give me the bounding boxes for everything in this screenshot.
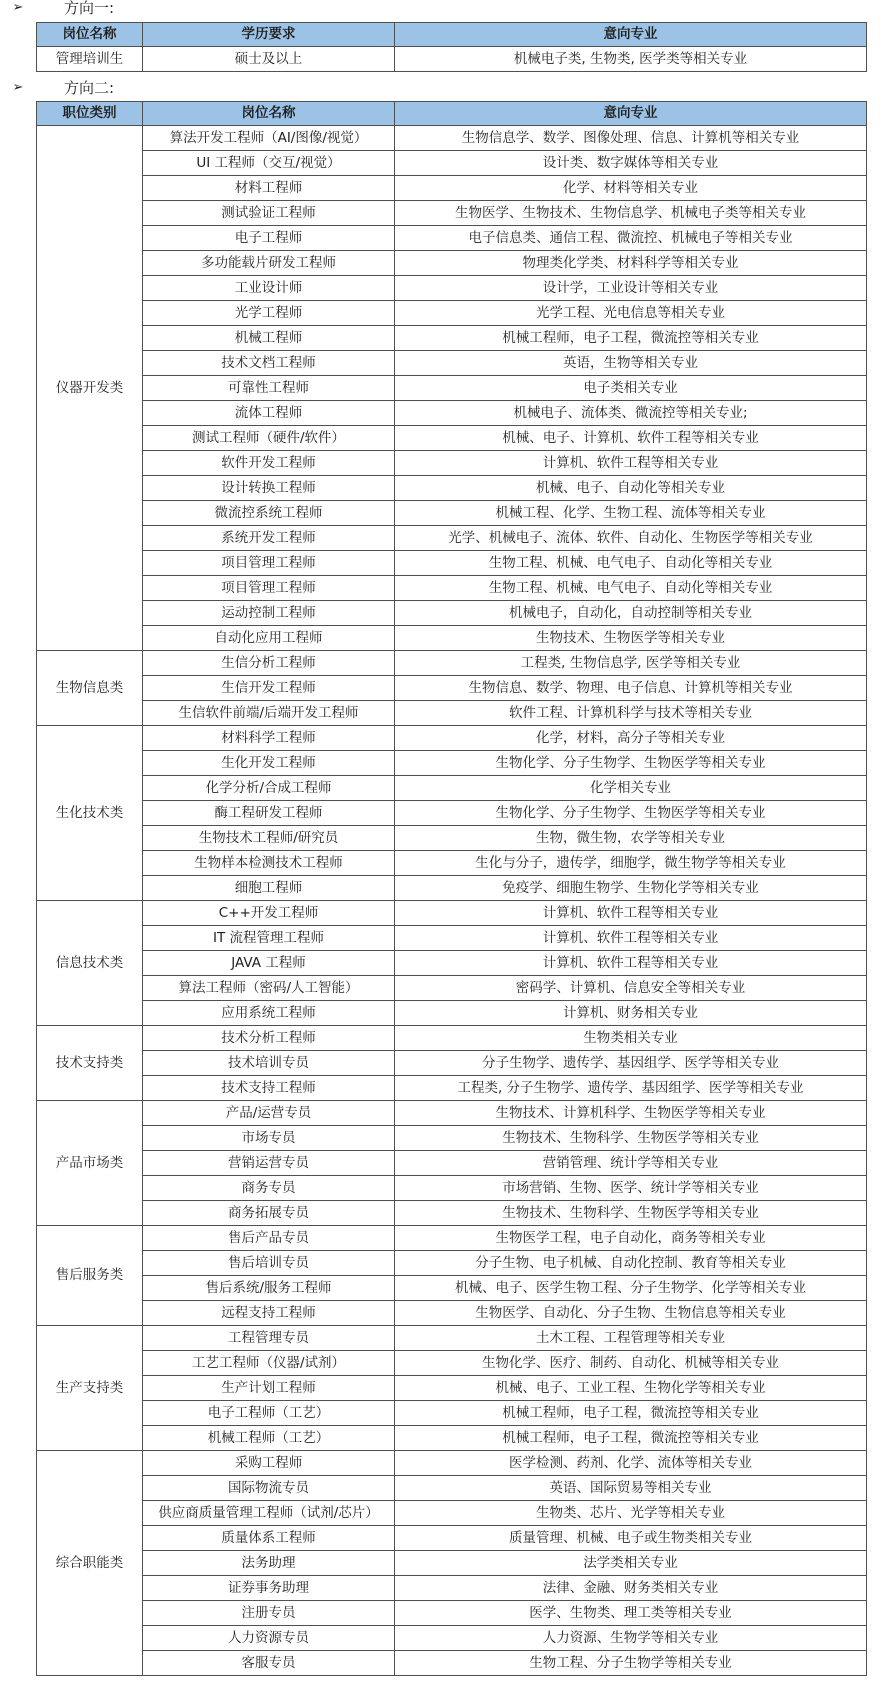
position-name-cell: 生信开发工程师 — [143, 676, 395, 701]
position-name-cell: 证券事务助理 — [143, 1576, 395, 1601]
major-cell: 电子信息类、通信工程、微流控、机械电子等相关专业 — [395, 226, 867, 251]
major-cell: 生物工程、机械、电气电子、自动化等相关专业 — [395, 551, 867, 576]
major-cell: 机械、电子、计算机、软件工程等相关专业 — [395, 426, 867, 451]
table-row — [37, 951, 867, 976]
table-row — [37, 801, 867, 826]
position-name-cell: 生物技术工程师/研究员 — [143, 826, 395, 851]
table-row — [37, 726, 867, 751]
table-row — [37, 526, 867, 551]
position-name-cell: 商务拓展专员 — [143, 1201, 395, 1226]
position-name-cell: 材料工程师 — [143, 176, 395, 201]
major-cell: 生物技术、生物医学等相关专业 — [395, 626, 867, 651]
table-header-row — [37, 23, 867, 47]
major-cell: 生物医学、生物技术、生物信息学、机械电子类等相关专业 — [395, 201, 867, 226]
major-cell: 市场营销、生物、医学、统计学等相关专业 — [395, 1176, 867, 1201]
major-cell: 机械电子类, 生物类, 医学类等相关专业 — [395, 47, 867, 72]
table-row — [37, 1601, 867, 1626]
category-cell: 售后服务类 — [37, 1226, 143, 1326]
category-cell: 生产支持类 — [37, 1326, 143, 1451]
table-row — [37, 1076, 867, 1101]
major-cell: 生物化学、分子生物学、生物医学等相关专业 — [395, 801, 867, 826]
table-row — [37, 1526, 867, 1551]
position-name-cell: 电子工程师（工艺） — [143, 1401, 395, 1426]
table-row — [37, 701, 867, 726]
position-name-cell: 算法开发工程师（AI/图像/视觉） — [143, 126, 395, 151]
table-row — [37, 451, 867, 476]
major-cell: 设计类、数字媒体等相关专业 — [395, 151, 867, 176]
table-row — [37, 1351, 867, 1376]
position-name-cell: 可靠性工程师 — [143, 376, 395, 401]
position-name-cell: 项目管理工程师 — [143, 576, 395, 601]
position-name-cell: 质量体系工程师 — [143, 1526, 395, 1551]
table-row — [37, 601, 867, 626]
arrow-bullet-icon: ➢ — [12, 0, 24, 15]
arrow-bullet-icon: ➢ — [12, 79, 24, 95]
table-row — [37, 1576, 867, 1601]
table-row — [37, 1326, 867, 1351]
major-cell: 工程类, 生物信息学, 医学等相关专业 — [395, 651, 867, 676]
table-row — [37, 401, 867, 426]
table-row — [37, 1426, 867, 1451]
major-cell: 计算机、软件工程等相关专业 — [395, 926, 867, 951]
position-name-cell: 远程支持工程师 — [143, 1301, 395, 1326]
position-name-cell: 工艺工程师（仪器/试剂） — [143, 1351, 395, 1376]
header-position-name: 岗位名称 — [143, 102, 395, 126]
major-cell: 化学、材料等相关专业 — [395, 176, 867, 201]
direction2-heading-text: 方向二: — [64, 78, 115, 97]
category-cell: 产品市场类 — [37, 1101, 143, 1226]
position-name-cell: 系统开发工程师 — [143, 526, 395, 551]
position-name-cell: 售后产品专员 — [143, 1226, 395, 1251]
direction1-table — [36, 22, 867, 72]
major-cell: 软件工程、计算机科学与技术等相关专业 — [395, 701, 867, 726]
table-row — [37, 176, 867, 201]
position-name-cell: 运动控制工程师 — [143, 601, 395, 626]
table-header-row — [37, 102, 867, 126]
position-name-cell: 工程管理专员 — [143, 1326, 395, 1351]
position-name-cell: 客服专员 — [143, 1651, 395, 1676]
position-name-cell: 机械工程师（工艺） — [143, 1426, 395, 1451]
position-name-cell: 多功能载片研发工程师 — [143, 251, 395, 276]
position-name-cell: 技术培训专员 — [143, 1051, 395, 1076]
position-name-cell: 机械工程师 — [143, 326, 395, 351]
education-cell: 硕士及以上 — [143, 47, 395, 72]
major-cell: 化学，材料，高分子等相关专业 — [395, 726, 867, 751]
table-row — [37, 1201, 867, 1226]
major-cell: 化学相关专业 — [395, 776, 867, 801]
category-cell: 生物信息类 — [37, 651, 143, 726]
table-row — [37, 576, 867, 601]
table-row — [37, 1276, 867, 1301]
table-row — [37, 1126, 867, 1151]
major-cell: 电子类相关专业 — [395, 376, 867, 401]
table-row — [37, 1476, 867, 1501]
position-name-cell: 流体工程师 — [143, 401, 395, 426]
category-cell: 生化技术类 — [37, 726, 143, 901]
position-name-cell: 产品/运营专员 — [143, 1101, 395, 1126]
position-name-cell: 法务助理 — [143, 1551, 395, 1576]
major-cell: 营销管理、统计学等相关专业 — [395, 1151, 867, 1176]
position-name-cell: 生产计划工程师 — [143, 1376, 395, 1401]
major-cell: 工程类, 分子生物学、遗传学、基因组学、医学等相关专业 — [395, 1076, 867, 1101]
header-major: 意向专业 — [395, 102, 867, 126]
major-cell: 机械、电子、自动化等相关专业 — [395, 476, 867, 501]
table-row — [37, 351, 867, 376]
table-row — [37, 1451, 867, 1476]
position-name-cell: 软件开发工程师 — [143, 451, 395, 476]
position-name-cell: 管理培训生 — [37, 47, 143, 72]
direction2-table — [36, 101, 867, 1676]
table-row — [37, 901, 867, 926]
position-name-cell: 售后系统/服务工程师 — [143, 1276, 395, 1301]
major-cell: 生物化学、分子生物学、生物医学等相关专业 — [395, 751, 867, 776]
table-row — [37, 651, 867, 676]
position-name-cell: 营销运营专员 — [143, 1151, 395, 1176]
table-row — [37, 1551, 867, 1576]
table-row — [37, 1026, 867, 1051]
position-name-cell: 技术分析工程师 — [143, 1026, 395, 1051]
position-name-cell: 算法工程师（密码/人工智能） — [143, 976, 395, 1001]
position-name-cell: 生信软件前端/后端开发工程师 — [143, 701, 395, 726]
major-cell: 物理类化学类、材料科学等相关专业 — [395, 251, 867, 276]
major-cell: 质量管理、机械、电子或生物类相关专业 — [395, 1526, 867, 1551]
major-cell: 英语，生物等相关专业 — [395, 351, 867, 376]
table-row — [37, 1151, 867, 1176]
table-row — [37, 301, 867, 326]
table-row — [37, 126, 867, 151]
direction2-heading — [0, 77, 114, 97]
major-cell: 法学类相关专业 — [395, 1551, 867, 1576]
major-cell: 机械电子，自动化，自动控制等相关专业 — [395, 601, 867, 626]
table-row — [37, 1226, 867, 1251]
position-name-cell: C++开发工程师 — [143, 901, 395, 926]
major-cell: 生物类、芯片、光学等相关专业 — [395, 1501, 867, 1526]
table-row — [37, 1626, 867, 1651]
major-cell: 密码学、计算机、信息安全等相关专业 — [395, 976, 867, 1001]
position-name-cell: 生物样本检测技术工程师 — [143, 851, 395, 876]
position-name-cell: 国际物流专员 — [143, 1476, 395, 1501]
table-row — [37, 1301, 867, 1326]
position-name-cell: 生信分析工程师 — [143, 651, 395, 676]
position-name-cell: 售后培训专员 — [143, 1251, 395, 1276]
position-name-cell: 供应商质量管理工程师（试剂/芯片） — [143, 1501, 395, 1526]
table-row — [37, 201, 867, 226]
major-cell: 光学、机械电子、流体、软件、自动化、生物医学等相关专业 — [395, 526, 867, 551]
table-row — [37, 1001, 867, 1026]
position-name-cell: 酶工程研发工程师 — [143, 801, 395, 826]
table-row — [37, 1251, 867, 1276]
major-cell: 计算机、软件工程等相关专业 — [395, 951, 867, 976]
major-cell: 免疫学、细胞生物学、生物化学等相关专业 — [395, 876, 867, 901]
direction1-heading-text: 方向一: — [64, 0, 115, 17]
table-row — [37, 1376, 867, 1401]
major-cell: 生物，微生物，农学等相关专业 — [395, 826, 867, 851]
major-cell: 设计学，工业设计等相关专业 — [395, 276, 867, 301]
major-cell: 英语、国际贸易等相关专业 — [395, 1476, 867, 1501]
table-row — [37, 776, 867, 801]
category-cell: 信息技术类 — [37, 901, 143, 1026]
table-row — [37, 151, 867, 176]
table-row — [37, 926, 867, 951]
major-cell: 计算机、软件工程等相关专业 — [395, 451, 867, 476]
major-cell: 生物工程、机械、电气电子、自动化等相关专业 — [395, 576, 867, 601]
category-cell: 技术支持类 — [37, 1026, 143, 1101]
position-name-cell: 技术支持工程师 — [143, 1076, 395, 1101]
major-cell: 医学、生物类、理工类等相关专业 — [395, 1601, 867, 1626]
major-cell: 分子生物、电子机械、自动化控制、教育等相关专业 — [395, 1251, 867, 1276]
position-name-cell: JAVA 工程师 — [143, 951, 395, 976]
major-cell: 机械、电子、医学生物工程、分子生物学、化学等相关专业 — [395, 1276, 867, 1301]
table-row — [37, 1051, 867, 1076]
major-cell: 生物信息学、数学、图像处理、信息、计算机等相关专业 — [395, 126, 867, 151]
position-name-cell: 测试工程师（硬件/软件） — [143, 426, 395, 451]
major-cell: 生物医学工程，电子自动化，商务等相关专业 — [395, 1226, 867, 1251]
position-name-cell: 商务专员 — [143, 1176, 395, 1201]
table-row — [37, 47, 867, 72]
major-cell: 计算机、财务相关专业 — [395, 1001, 867, 1026]
major-cell: 土木工程、工程管理等相关专业 — [395, 1326, 867, 1351]
position-name-cell: 生化开发工程师 — [143, 751, 395, 776]
position-name-cell: 人力资源专员 — [143, 1626, 395, 1651]
table-row — [37, 426, 867, 451]
major-cell: 机械工程师，电子工程，微流控等相关专业 — [395, 1426, 867, 1451]
table-row — [37, 1401, 867, 1426]
position-name-cell: 微流控系统工程师 — [143, 501, 395, 526]
table-row — [37, 326, 867, 351]
major-cell: 机械工程、化学、生物工程、流体等相关专业 — [395, 501, 867, 526]
table-row — [37, 276, 867, 301]
table-row — [37, 676, 867, 701]
major-cell: 计算机、软件工程等相关专业 — [395, 901, 867, 926]
position-name-cell: 光学工程师 — [143, 301, 395, 326]
category-cell: 综合职能类 — [37, 1451, 143, 1676]
table-row — [37, 876, 867, 901]
table-row — [37, 226, 867, 251]
table-row — [37, 1176, 867, 1201]
major-cell: 分子生物学、遗传学、基因组学、医学等相关专业 — [395, 1051, 867, 1076]
table-row — [37, 501, 867, 526]
table-row — [37, 976, 867, 1001]
major-cell: 生物类相关专业 — [395, 1026, 867, 1051]
table-row — [37, 476, 867, 501]
major-cell: 机械、电子、工业工程、生物化学等相关专业 — [395, 1376, 867, 1401]
position-name-cell: UI 工程师（交互/视觉） — [143, 151, 395, 176]
position-name-cell: 材料科学工程师 — [143, 726, 395, 751]
table-row — [37, 1501, 867, 1526]
table-row — [37, 751, 867, 776]
position-name-cell: 细胞工程师 — [143, 876, 395, 901]
major-cell: 光学工程、光电信息等相关专业 — [395, 301, 867, 326]
position-name-cell: 项目管理工程师 — [143, 551, 395, 576]
major-cell: 生化与分子，遗传学，细胞学，微生物学等相关专业 — [395, 851, 867, 876]
major-cell: 医学检测、药剂、化学、流体等相关专业 — [395, 1451, 867, 1476]
position-name-cell: 自动化应用工程师 — [143, 626, 395, 651]
position-name-cell: 应用系统工程师 — [143, 1001, 395, 1026]
position-name-cell: IT 流程管理工程师 — [143, 926, 395, 951]
major-cell: 机械工程师，电子工程，微流控等相关专业 — [395, 1401, 867, 1426]
major-cell: 生物技术、计算机科学、生物医学等相关专业 — [395, 1101, 867, 1126]
table-row — [37, 826, 867, 851]
position-name-cell: 化学分析/合成工程师 — [143, 776, 395, 801]
table-row — [37, 626, 867, 651]
position-name-cell: 工业设计师 — [143, 276, 395, 301]
position-name-cell: 技术文档工程师 — [143, 351, 395, 376]
header-category: 职位类别 — [37, 102, 143, 126]
position-name-cell: 市场专员 — [143, 1126, 395, 1151]
major-cell: 生物化学、医疗、制药、自动化、机械等相关专业 — [395, 1351, 867, 1376]
major-cell: 生物技术、生物科学、生物医学等相关专业 — [395, 1201, 867, 1226]
major-cell: 机械工程师，电子工程，微流控等相关专业 — [395, 326, 867, 351]
position-name-cell: 注册专员 — [143, 1601, 395, 1626]
table-row — [37, 551, 867, 576]
header-position-name: 岗位名称 — [37, 23, 143, 47]
major-cell: 人力资源、生物学等相关专业 — [395, 1626, 867, 1651]
major-cell: 生物医学、自动化、分子生物、生物信息等相关专业 — [395, 1301, 867, 1326]
table-row — [37, 251, 867, 276]
position-name-cell: 采购工程师 — [143, 1451, 395, 1476]
major-cell: 生物工程、分子生物学等相关专业 — [395, 1651, 867, 1676]
major-cell: 机械电子、流体类、微流控等相关专业; — [395, 401, 867, 426]
major-cell: 生物技术、生物科学、生物医学等相关专业 — [395, 1126, 867, 1151]
header-major: 意向专业 — [395, 23, 867, 47]
position-name-cell: 电子工程师 — [143, 226, 395, 251]
table-row — [37, 1651, 867, 1676]
major-cell: 法律、金融、财务类相关专业 — [395, 1576, 867, 1601]
position-name-cell: 设计转换工程师 — [143, 476, 395, 501]
direction1-heading — [0, 0, 114, 17]
header-education: 学历要求 — [143, 23, 395, 47]
table-row — [37, 376, 867, 401]
table-row — [37, 851, 867, 876]
category-cell: 仪器开发类 — [37, 126, 143, 651]
major-cell: 生物信息、数学、物理、电子信息、计算机等相关专业 — [395, 676, 867, 701]
table-row — [37, 1101, 867, 1126]
position-name-cell: 测试验证工程师 — [143, 201, 395, 226]
